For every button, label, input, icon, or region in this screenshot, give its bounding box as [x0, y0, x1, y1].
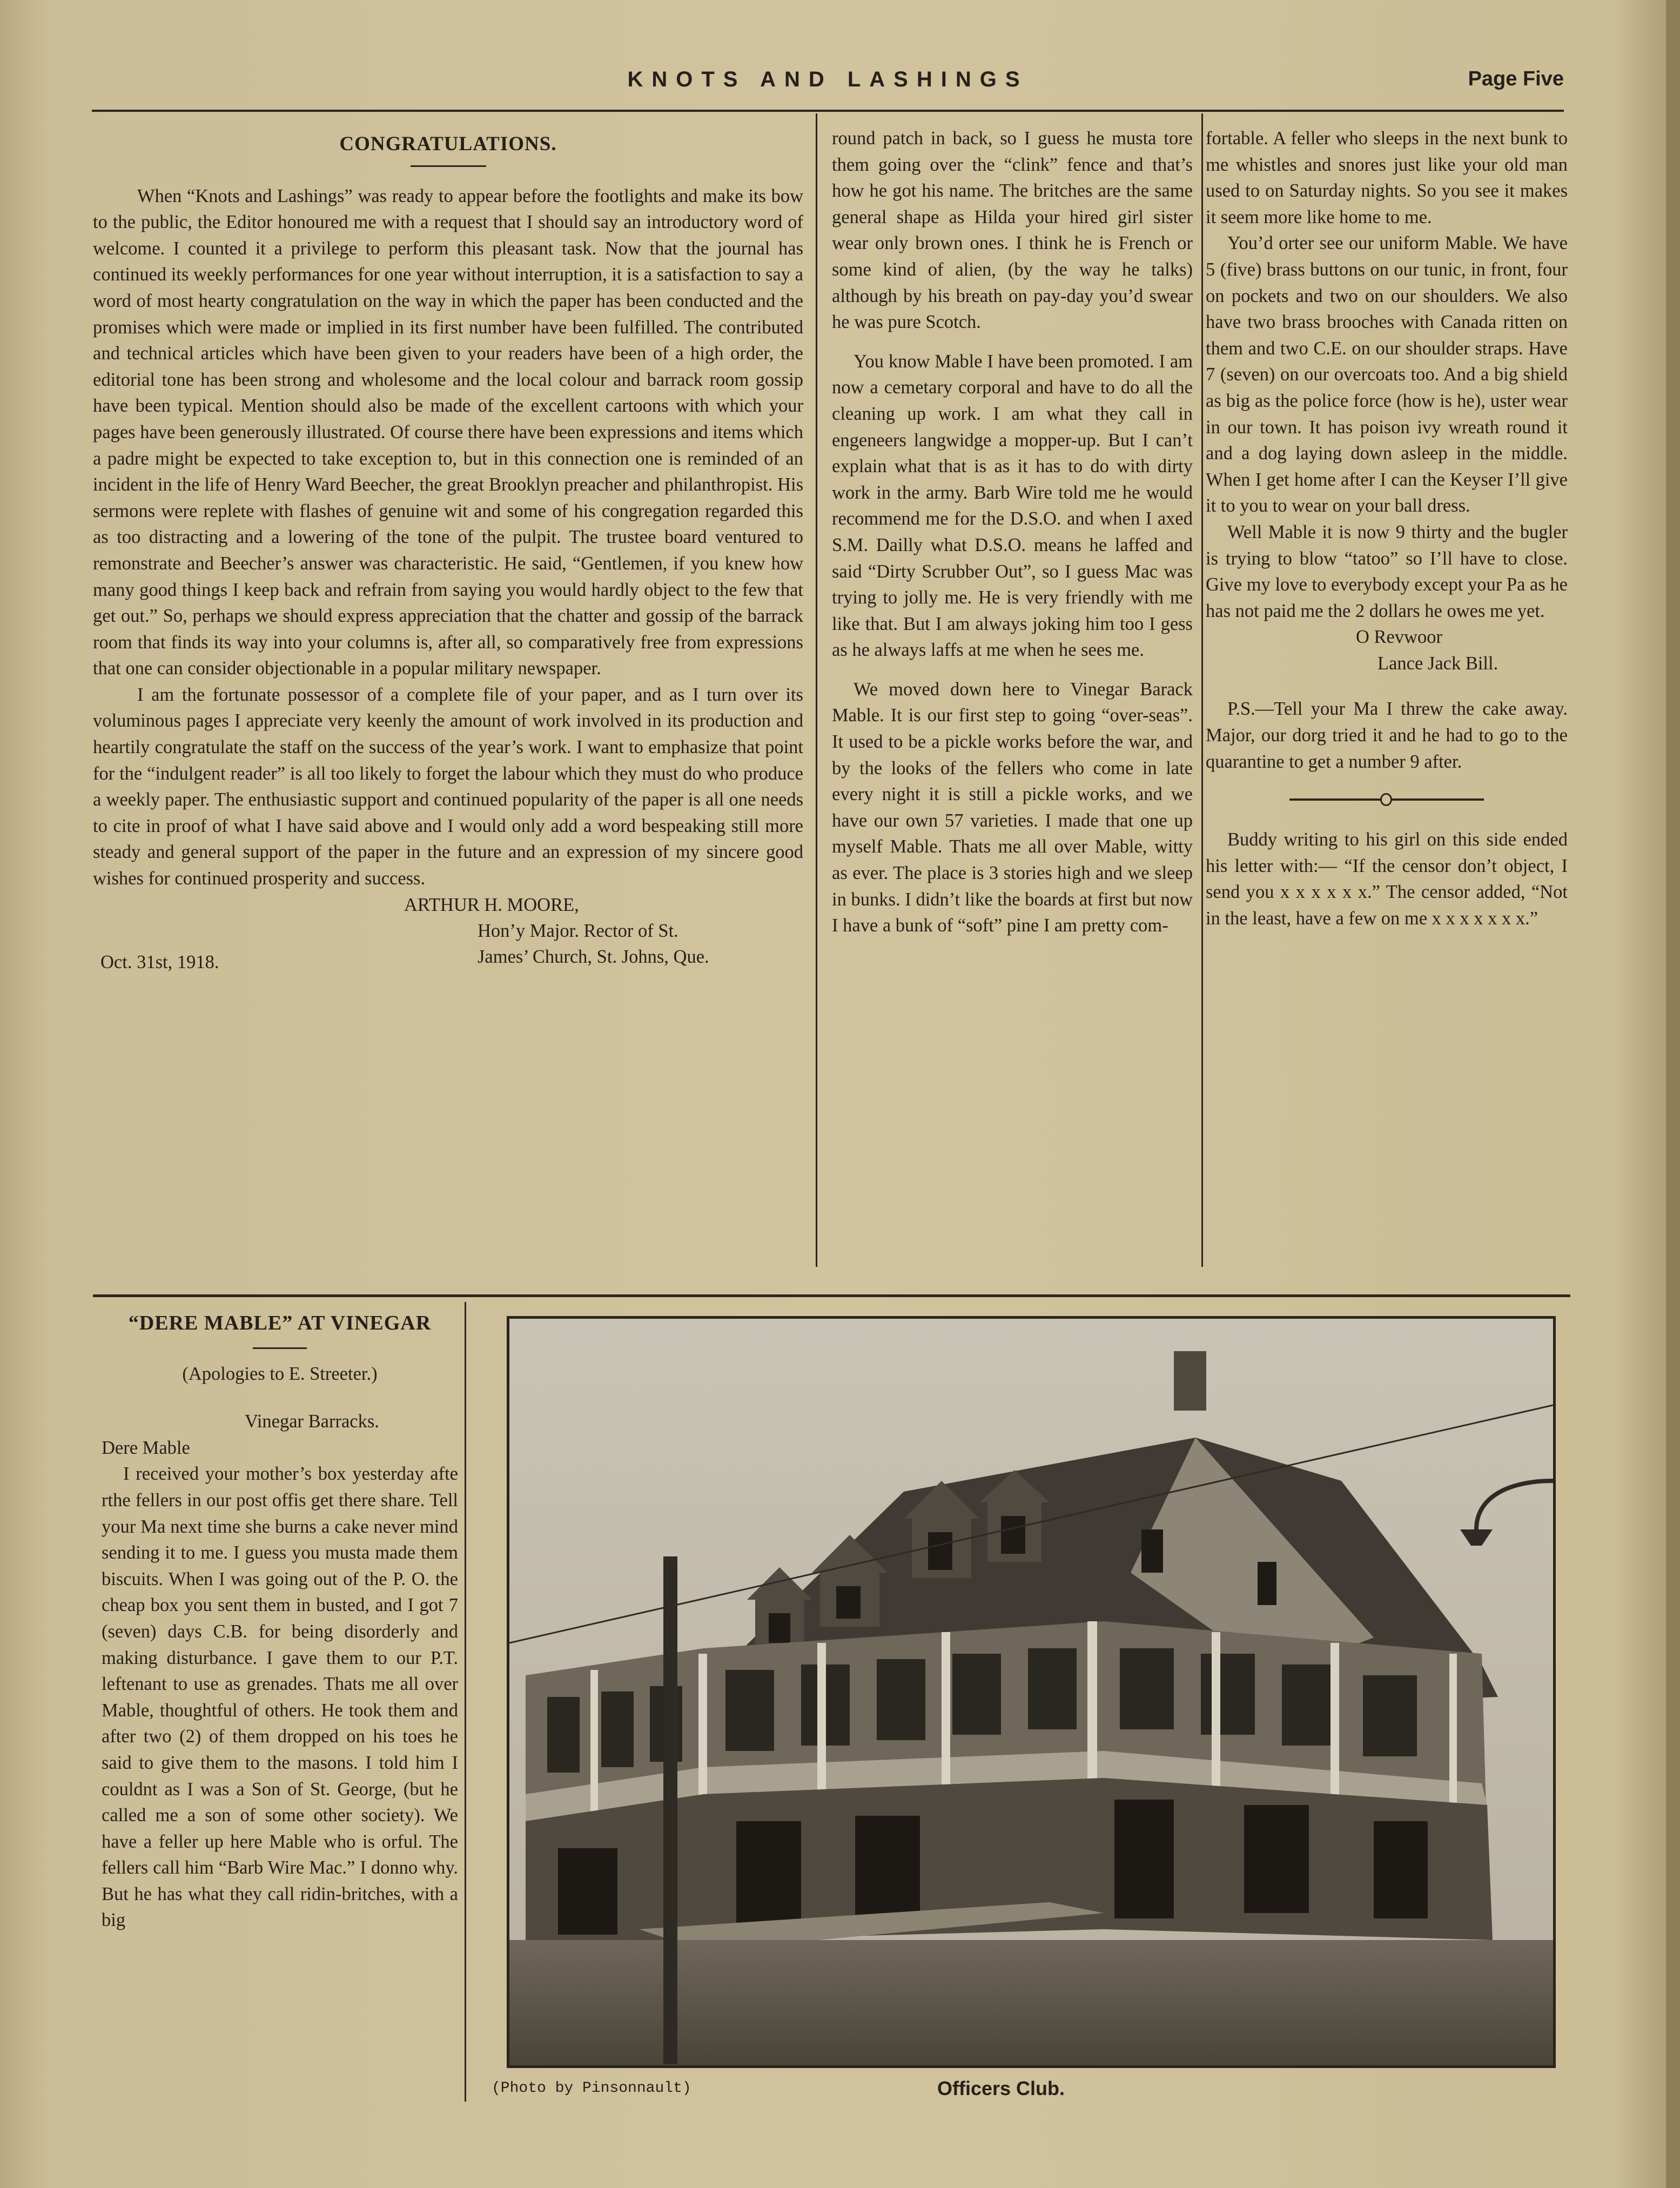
article-paragraph: I am the fortunate possessor of a complete file of your paper, and as I turn over its voluminous pages I appreciate very keenly the amount of work involved in its production and heartily congratulate the staff on the success of the year’s work. I want to emphasize that point for the “indulgent reader” is all too likely to forget the labour which they must do who produce a weekly paper. The enthusiastic support and continued popularity of the paper is all one needs to cite in proof of what I have said above and I would only add a word bespeaking still more steady and general support of the paper in the future and an expression of my sincere good wishes for continued prosperity and success.: [93, 684, 803, 889]
title-rule: [411, 165, 486, 167]
article-subtitle: (Apologies to E. Streeter.): [182, 1363, 378, 1384]
congratulations-article: [93, 131, 803, 978]
article-date: Oct. 31st, 1918.: [100, 951, 219, 972]
article-paragraph: You’d orter see our uniform Mable. We have 5 (five) brass buttons on our tunic, in front, four on pockets and two on our shoulders. We also have two brass brooches with Canada ritten on them and two C.E. on our shoulder straps. Have 7 (seven) on our overcoats too. And a big shield as big as the police force (how is he), uster wear in our town. It has poison ivy wreath round it and a dog laying down asleep in the middle. When I get home after I can the Keyser I’ll give it to you to wear on your ball dress.: [1206, 233, 1568, 516]
signature-name: ARTHUR H. MOORE,: [404, 894, 579, 915]
letter-signature: Lance Jack Bill.: [1377, 653, 1498, 674]
article-paragraph: We moved down here to Vinegar Barack Mable. It is our first step to going “over-seas”. It used to be a pickle works before the war, and by the looks of the fellers who come in late every night it is still a pickle works, and we have our own 57 varieties. I made that one up myself Mable. Thats me all over Mable, witty as ever. The place is 3 stories high and we sleep in bunks. I didn’t like the boards at first but now I have a bunk of “soft” pine I am pretty com-: [832, 679, 1193, 936]
title-rule: [253, 1347, 307, 1349]
signature-church: James’ Church, St. Johns, Que.: [478, 946, 709, 967]
header-rule: [92, 110, 1564, 112]
letter-salutation: Dere Mable: [102, 1437, 190, 1458]
page-edge: [1666, 0, 1680, 2188]
section-rule: [93, 1294, 1570, 1297]
photo-credit: (Photo by Pinsonnault): [492, 2080, 691, 2097]
dere-mable-continued: [832, 125, 1193, 939]
column-divider-3: [465, 1302, 466, 2102]
postscript: P.S.—Tell your Ma I threw the cake away. Major, our dorg tried it and he had to go to the quarantine to get a number 9 after.: [1206, 699, 1568, 772]
article-paragraph: round patch in back, so I guess he musta tore them going over the “clink” fence and that’s how he got his name. The britches are the same general shape as Hilda your hired girl sister wear only brown ones. I think he is French or some kind of alien, (by the way he talks) although by his breath on pay-day you’d swear he was pure Scotch.: [832, 128, 1193, 333]
building-illustration: [509, 1319, 1553, 2065]
page-header: [92, 62, 1564, 105]
officers-club-photo: [507, 1316, 1556, 2068]
signature-block: [93, 892, 803, 978]
buddy-anecdote: Buddy writing to his girl on this side ended his letter with:— “If the censor don’t object, I send you x x x x x x.” The censor added, “Not in the least, have a few on me x x x x x x x.”: [1206, 829, 1568, 929]
article-title: “DERE MABLE” AT VINEGAR: [128, 1312, 432, 1334]
column-divider-1: [816, 113, 817, 1267]
article-paragraph: fortable. A feller who sleeps in the next bunk to me whistles and snores just like your old man used to on Saturday nights. So you see it makes it seem more like home to me.: [1206, 128, 1568, 227]
column-divider-2: [1201, 113, 1203, 1267]
page-number: Page Five: [1468, 68, 1564, 90]
photo-caption: Officers Club.: [937, 2077, 1065, 2099]
dere-mable-conclusion: [1206, 125, 1568, 932]
section-divider: [1289, 789, 1484, 810]
article-paragraph: You know Mable I have been promoted. I am now a cemetary corporal and have to do all the cleaning up work. I am what they call in engeneers langwidge a mopper-up. But I can’t explain what that is as it has to do with dirty work in the army. Barb Wire told me he would recommend me for the D.S.O. and when I axed S.M. Dailly what D.S.O. means he laffed and said “Dirty Scrubber Out”, so I guess Mac was trying to jolly me. He is very friendly with me like that. But I am always joking him too I gess as he always laffs at me when he sees me.: [832, 351, 1193, 661]
signature-title: Hon’y Major. Rector of St.: [478, 920, 678, 941]
letter-body: I received your mother’s box yesterday afte rthe fellers in our post offis get there share. Tell your Ma next time she burns a cake never mind sending it to me. I guess you musta made them biscuits. When I was going out of the P. O. the cheap box you sent them in busted, and I got 7 (seven) days C.B. for being disorderly and making disturbance. I gave them to our P.T. leftenant to use as grenades. Thats me all over Mable, thoughtful of others. He took them and after two (2) of them dropped on his toes he said to give them to the masons. I told him I couldnt as I was a Son of St. George, (but he called me a son of some other society). We have a feller up here Mable who is orful. The fellers call him “Barb Wire Mac.” I donno why. But he has what they call ridin-britches, with a big: [102, 1464, 458, 1931]
dere-mable-article: [102, 1310, 458, 1934]
closing: O Revwoor: [1356, 627, 1443, 648]
article-paragraph: When “Knots and Lashings” was ready to appear before the footlights and make its bow to the public, the Editor honoured me with a request that I should say an introductory word of welcome. I counted it a privilege to perform this pleasant task. Now that the journal has continued its weekly performances for one year without interruption, it is a satisfaction to say a word of most hearty congratulation on the way in which the paper has been conducted and the promises which were made or implied in its first number have been fulfilled. The contributed and technical articles which have been given to your readers have been of a high order, the editorial tone has been strong and wholesome and the local colour and barrack room gossip have been typical. Mention should also be made of the excellent cartoons with which your pages have been generously illustrated. Of course there have been expressions and items which a padre might be expected to take exception to, but in this connection one is reminded of an incident in the life of Henry Ward Beecher, the great Brooklyn preacher and philanthropist. His sermons were replete with flashes of genuine wit and some of his congregation regarded this as too distracting and a lowering of the tone of the pulpit. The trustee board ventured to remonstrate and Beecher’s answer was characteristic. He said, “Gentlemen, if you knew how many good things I keep back and refrain from saying you would hardly object to the few that get out.” So, perhaps we should express appreciation that the chatter and gossip of the barrack room that finds its way into your columns is, after all, so comparatively free from expressions that one can consider objectionable in a popular military newspaper.: [93, 185, 803, 679]
article-paragraph: Well Mable it is now 9 thirty and the bugler is trying to blow “tatoo” so I’ll have to close. Give my love to everybody except your Pa as he has not paid me the 2 dollars he owes me yet.: [1206, 521, 1568, 621]
masthead: KNOTS AND LASHINGS: [627, 68, 1029, 91]
article-title: CONGRATULATIONS.: [339, 133, 557, 155]
letter-location: Vinegar Barracks.: [245, 1411, 379, 1432]
